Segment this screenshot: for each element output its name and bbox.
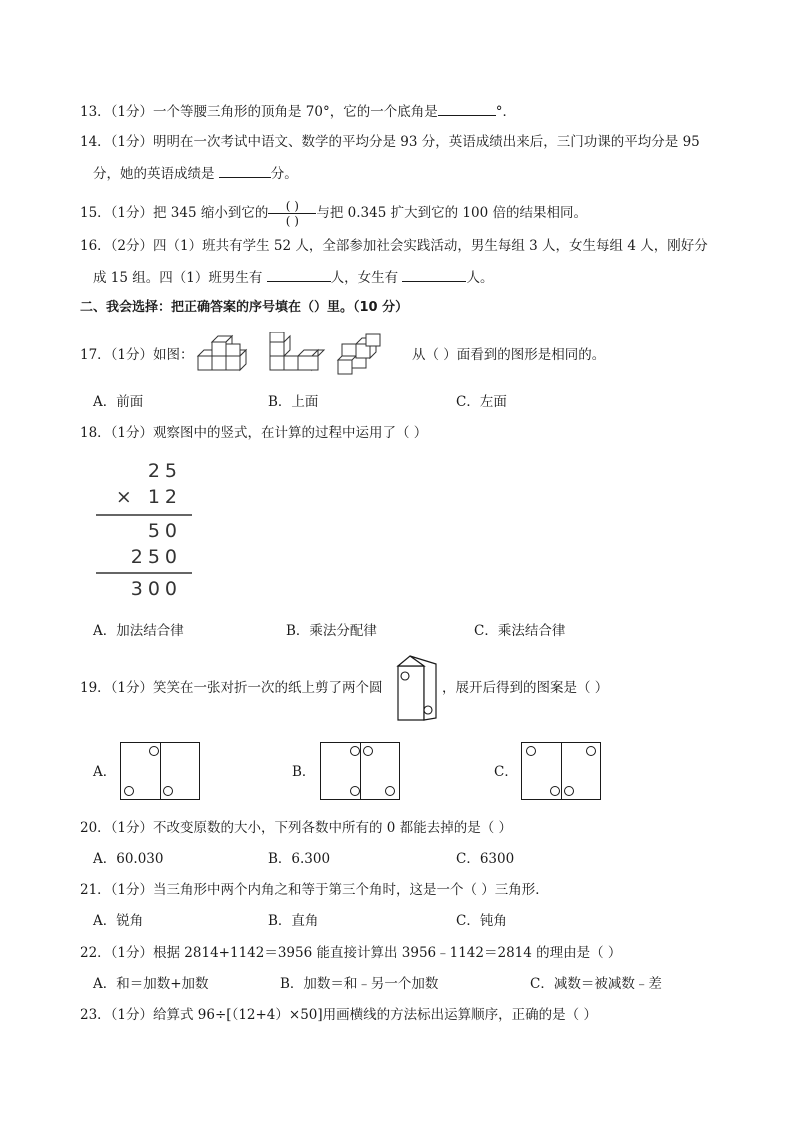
question-19 bbox=[80, 678, 383, 698]
question-22: 22．（1分）根据 2814+1142＝3956 能直接计算出 3956﹣1142＝2814 的理由是（ ） bbox=[80, 945, 622, 961]
fold-line bbox=[360, 743, 361, 799]
circle-shape bbox=[564, 786, 574, 796]
partial-product-1: 50 bbox=[147, 520, 182, 542]
circle-shape bbox=[586, 746, 596, 756]
question-14-line2 bbox=[93, 163, 298, 184]
question-17 bbox=[80, 345, 194, 365]
question-19-rest: ，展开后得到的图案是（ ） bbox=[442, 680, 609, 696]
option-c-label[interactable]: C． bbox=[494, 764, 518, 780]
rule-line bbox=[96, 572, 192, 574]
q16-text3: 人。 bbox=[466, 270, 494, 286]
cube-figures-image bbox=[196, 332, 410, 376]
option-a[interactable]: A．和＝加数+加数 bbox=[93, 976, 209, 992]
option-b[interactable]: B．乘法分配律 bbox=[286, 623, 377, 639]
q16-text2: 人，女生有 bbox=[330, 270, 403, 286]
q13-text: 13．（1分）一个等腰三角形的顶角是 70°，它的一个底角是 bbox=[80, 104, 438, 120]
multiplier: × 12 bbox=[115, 486, 182, 508]
q14-unit: 分。 bbox=[270, 166, 298, 182]
q15-text-rest: 与把 0.345 扩大到它的 100 倍的结果相同。 bbox=[316, 205, 587, 221]
option-b-label[interactable]: B． bbox=[292, 764, 316, 780]
circle-shape bbox=[350, 786, 360, 796]
option-c[interactable]: C．6300 bbox=[456, 851, 515, 867]
partial-product-2: 250 bbox=[130, 546, 182, 568]
question-16-line2 bbox=[93, 267, 493, 288]
fold-line bbox=[561, 743, 562, 799]
option-c[interactable]: C．乘法结合律 bbox=[474, 623, 566, 639]
option-a[interactable]: A．60.030 bbox=[93, 851, 164, 867]
section-heading: 二、我会选择：把正确答案的序号填在（）里。（10 分） bbox=[80, 300, 409, 315]
option-c[interactable]: C．减数＝被减数﹣差 bbox=[530, 976, 662, 992]
answer-blank[interactable] bbox=[219, 163, 271, 178]
option-c[interactable]: C．钝角 bbox=[456, 913, 507, 929]
circle-shape bbox=[350, 746, 360, 756]
q14-text: 分，她的英语成绩是 bbox=[93, 166, 219, 182]
option-b[interactable]: B．加数＝和﹣另一个加数 bbox=[280, 976, 439, 992]
option-a[interactable]: A．锐角 bbox=[93, 913, 144, 929]
option-a-pattern[interactable] bbox=[120, 742, 200, 800]
option-b[interactable]: B．6.300 bbox=[268, 851, 331, 867]
option-a-label[interactable]: A． bbox=[93, 764, 117, 780]
cube-figure-3 bbox=[338, 334, 380, 374]
option-b[interactable]: B．上面 bbox=[268, 394, 319, 410]
question-16-line1: 16．（2分）四（1）班共有学生 52 人，全部参加社会实践活动，男生每组 3 人，女生每组 4 人，刚好分 bbox=[80, 238, 708, 254]
circle-shape bbox=[550, 786, 560, 796]
circle-shape bbox=[385, 786, 395, 796]
fraction-numerator: ( ) bbox=[268, 199, 316, 214]
circle-shape bbox=[149, 746, 159, 756]
q19-text: 19．（1分）笑笑在一张对折一次的纸上剪了两个圆 bbox=[80, 680, 383, 696]
answer-blank-boys[interactable] bbox=[267, 267, 331, 282]
product: 300 bbox=[130, 578, 182, 600]
circle-shape bbox=[124, 786, 134, 796]
circle-shape bbox=[526, 746, 536, 756]
option-b-pattern[interactable] bbox=[320, 742, 400, 800]
q17-text: 17．（1分）如图： bbox=[80, 347, 194, 363]
option-c[interactable]: C．左面 bbox=[456, 394, 507, 410]
option-c-pattern[interactable] bbox=[521, 742, 601, 800]
circle-shape bbox=[363, 746, 373, 756]
question-17-rest: 从（ ）面看到的图形是相同的。 bbox=[412, 347, 606, 363]
cube-figure-2 bbox=[270, 332, 324, 370]
question-18: 18．（1分）观察图中的竖式，在计算的过程中运用了（ ） bbox=[80, 425, 428, 441]
q16-text: 成 15 组。四（1）班男生有 bbox=[93, 270, 267, 286]
rule-line bbox=[96, 514, 192, 516]
question-20: 20．（1分）不改变原数的大小，下列各数中所有的 0 都能去掉的是（ ） bbox=[80, 820, 512, 836]
question-13 bbox=[80, 101, 516, 122]
option-a[interactable]: A．加法结合律 bbox=[93, 623, 184, 639]
question-23: 23．（1分）给算式 96÷[（12+4）×50]用画横线的方法标出运算顺序，正确的是（ ） bbox=[80, 1007, 597, 1023]
cube-figure-1 bbox=[198, 336, 246, 370]
question-15 bbox=[80, 199, 587, 228]
answer-blank-girls[interactable] bbox=[402, 267, 466, 282]
fold-line bbox=[160, 743, 161, 799]
option-a[interactable]: A．前面 bbox=[93, 394, 144, 410]
folded-paper-image bbox=[394, 654, 440, 722]
question-14-line1: 14．（1分）明明在一次考试中语文、数学的平均分是 93 分，英语成绩出来后，三门功课的平均分是 95 bbox=[80, 134, 700, 150]
fraction-blank[interactable] bbox=[268, 199, 316, 228]
q13-unit: °． bbox=[495, 104, 516, 120]
q15-text: 15．（1分）把 345 缩小到它的 bbox=[80, 205, 269, 221]
vertical-multiplication bbox=[96, 456, 192, 604]
answer-blank[interactable] bbox=[438, 101, 496, 116]
fraction-denominator: ( ) bbox=[285, 214, 299, 228]
question-21: 21．（1分）当三角形中两个内角之和等于第三个角时，这是一个（ ）三角形． bbox=[80, 882, 549, 898]
circle-shape bbox=[163, 786, 173, 796]
option-b[interactable]: B．直角 bbox=[268, 913, 319, 929]
multiplicand: 25 bbox=[147, 460, 182, 482]
